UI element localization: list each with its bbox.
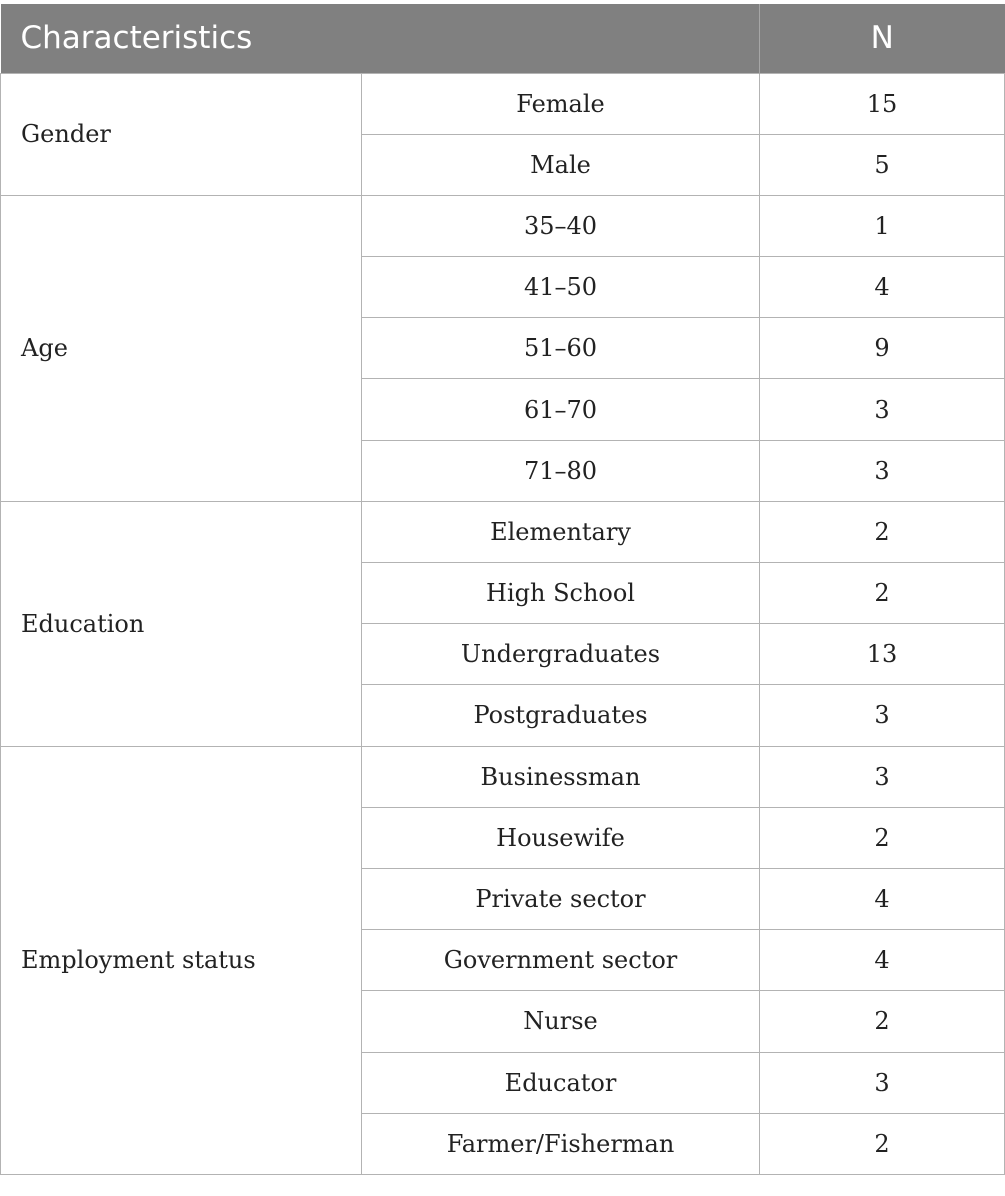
count-cell: 2 — [760, 563, 1005, 624]
count-cell: 3 — [760, 1052, 1005, 1113]
characteristics-table-container — [0, 4, 1004, 1175]
table-row — [1, 195, 1005, 256]
count-cell: 3 — [760, 746, 1005, 807]
table-row — [1, 501, 1005, 562]
subcategory-cell: Housewife — [362, 807, 760, 868]
subcategory-cell: 51–60 — [362, 318, 760, 379]
subcategory-cell: Postgraduates — [362, 685, 760, 746]
subcategory-cell: Farmer/Fisherman — [362, 1113, 760, 1174]
count-cell: 3 — [760, 440, 1005, 501]
count-cell: 2 — [760, 1113, 1005, 1174]
characteristics-table — [0, 4, 1005, 1175]
group-label-gender: Gender — [1, 73, 362, 195]
count-cell: 15 — [760, 73, 1005, 134]
count-cell: 4 — [760, 868, 1005, 929]
group-label-age: Age — [1, 195, 362, 501]
table-row — [1, 746, 1005, 807]
subcategory-cell: Government sector — [362, 930, 760, 991]
count-cell: 2 — [760, 807, 1005, 868]
count-cell: 3 — [760, 685, 1005, 746]
count-cell: 13 — [760, 624, 1005, 685]
subcategory-cell: 35–40 — [362, 195, 760, 256]
subcategory-cell: Educator — [362, 1052, 760, 1113]
subcategory-cell: High School — [362, 563, 760, 624]
table-row — [1, 73, 1005, 134]
header-row — [1, 4, 1005, 73]
subcategory-cell: Male — [362, 134, 760, 195]
count-cell: 2 — [760, 501, 1005, 562]
group-label-employment-status: Employment status — [1, 746, 362, 1174]
count-cell: 2 — [760, 991, 1005, 1052]
table-body — [1, 73, 1005, 1174]
count-cell: 5 — [760, 134, 1005, 195]
count-cell: 4 — [760, 257, 1005, 318]
subcategory-cell: Private sector — [362, 868, 760, 929]
subcategory-cell: Elementary — [362, 501, 760, 562]
group-label-education: Education — [1, 501, 362, 746]
header-n: N — [760, 4, 1005, 73]
subcategory-cell: 41–50 — [362, 257, 760, 318]
subcategory-cell: Undergraduates — [362, 624, 760, 685]
count-cell: 3 — [760, 379, 1005, 440]
subcategory-cell: Nurse — [362, 991, 760, 1052]
table-header — [1, 4, 1005, 73]
header-characteristics: Characteristics — [1, 4, 760, 73]
count-cell: 4 — [760, 930, 1005, 991]
subcategory-cell: 61–70 — [362, 379, 760, 440]
count-cell: 1 — [760, 195, 1005, 256]
subcategory-cell: 71–80 — [362, 440, 760, 501]
subcategory-cell: Female — [362, 73, 760, 134]
subcategory-cell: Businessman — [362, 746, 760, 807]
count-cell: 9 — [760, 318, 1005, 379]
